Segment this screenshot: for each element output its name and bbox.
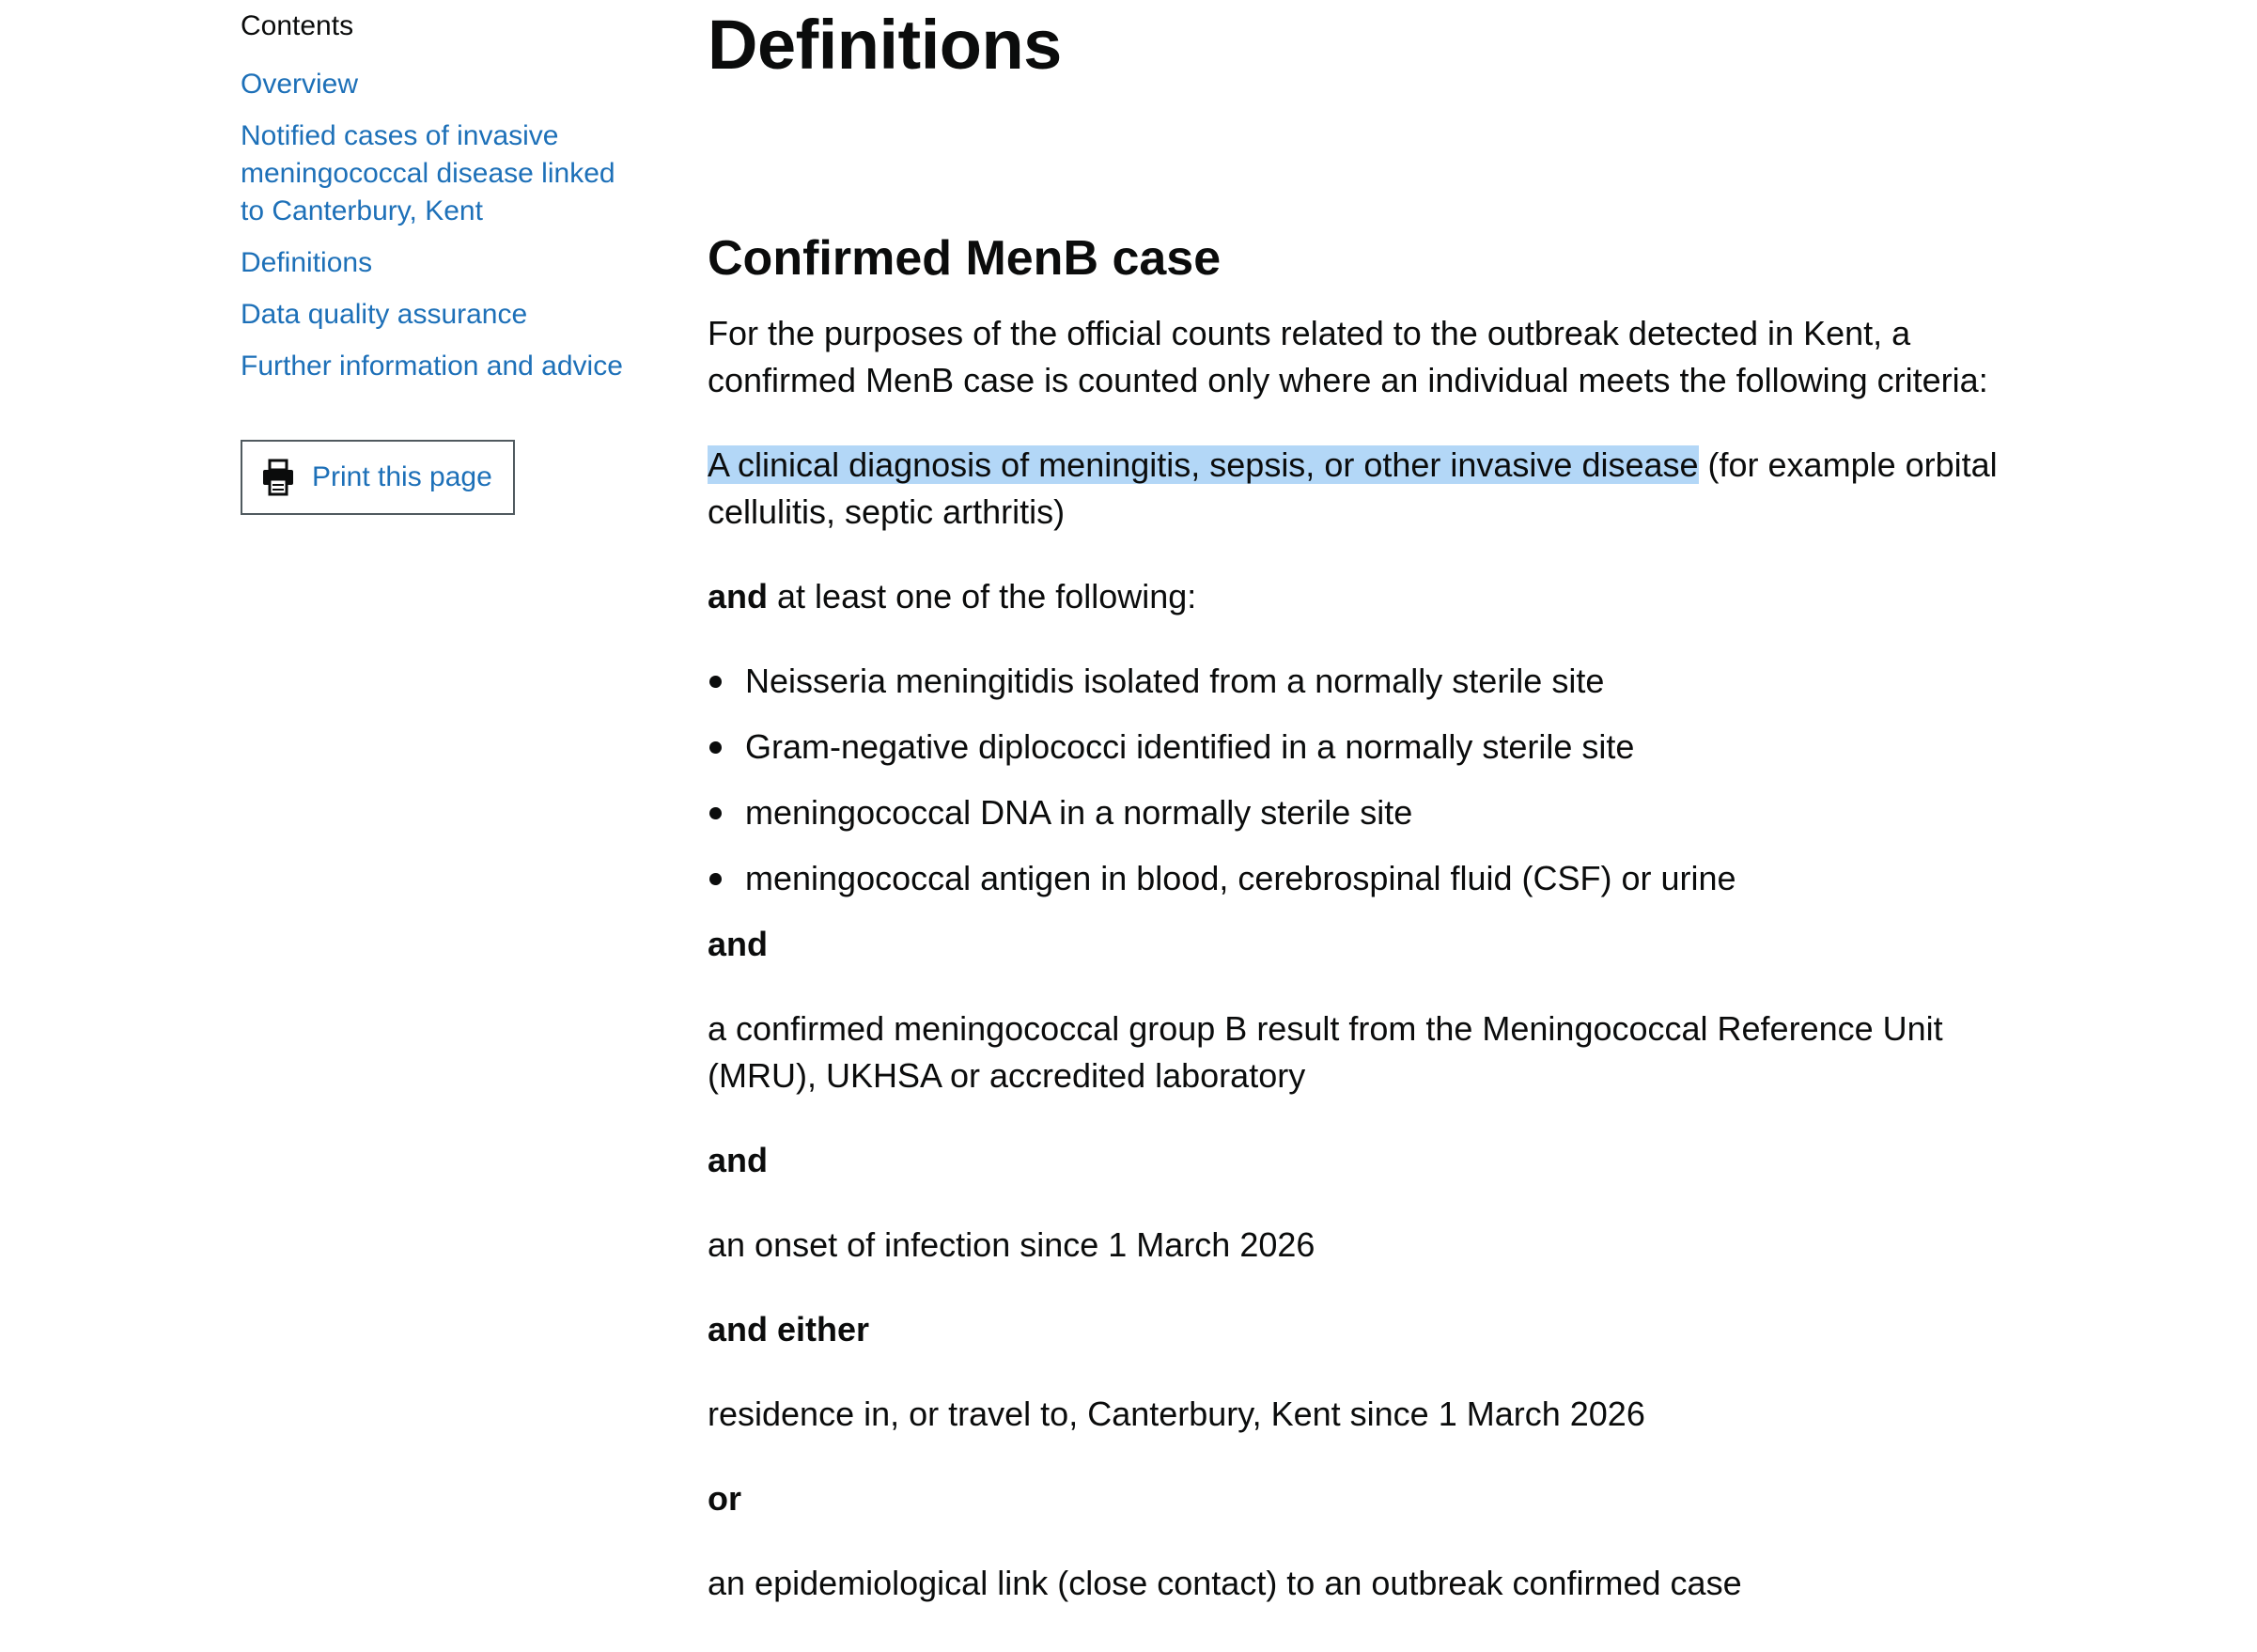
contents-link-overview[interactable]: Overview	[241, 69, 359, 100]
or-paragraph	[708, 1475, 2061, 1522]
and-keyword: and	[708, 577, 769, 616]
and-paragraph-2	[708, 921, 2061, 968]
contents-item-data-quality	[241, 296, 654, 334]
bullet-icon	[709, 676, 722, 688]
bullet-icon	[709, 741, 722, 754]
list-item	[708, 855, 2061, 902]
section-title: Confirmed MenB case	[708, 231, 1222, 286]
print-page-label: Print this page	[312, 461, 492, 492]
clinical-diagnosis-paragraph	[708, 442, 2061, 536]
contents-item-further-info	[241, 348, 654, 385]
clinical-diagnosis-rest: (for example orbital cellulitis, septic arthritis)	[708, 445, 1998, 531]
lab-result-paragraph: a confirmed meningococcal group B result from the Meningococcal Reference Unit (MRU), UKHSA or accredited laboratory	[708, 1009, 1943, 1095]
and-either-keyword: and either	[708, 1310, 870, 1348]
contents-link-data-quality[interactable]: Data quality assurance	[241, 299, 528, 330]
or-keyword: or	[708, 1479, 741, 1518]
main-content	[708, 0, 2061, 1607]
and-at-least-paragraph	[708, 573, 2061, 620]
epi-link-paragraph: an epidemiological link (close contact) to an outbreak confirmed case	[708, 1564, 1742, 1602]
contents-link-further-info[interactable]: Further information and advice	[241, 351, 623, 382]
criteria-list	[708, 658, 2061, 902]
list-item-text: meningococcal DNA in a normally sterile site	[745, 793, 1413, 832]
list-item	[708, 789, 2061, 836]
list-item-text: Gram-negative diplococci identified in a normally sterile site	[745, 727, 1635, 766]
contents-item-notified-cases	[241, 117, 654, 230]
list-item-text: meningococcal antigen in blood, cerebrospinal fluid (CSF) or urine	[745, 859, 1736, 897]
and-paragraph-3	[708, 1137, 2061, 1184]
contents-item-overview	[241, 66, 654, 103]
contents-link-notified-cases[interactable]: Notified cases of invasive meningococcal disease linked to Canterbury, Kent	[241, 120, 615, 226]
bullet-icon	[709, 807, 722, 819]
and-at-least-rest: at least one of the following:	[768, 577, 1197, 616]
contents-title: Contents	[241, 10, 354, 41]
onset-paragraph: an onset of infection since 1 March 2026	[708, 1225, 1315, 1264]
residence-paragraph: residence in, or travel to, Canterbury, Kent since 1 March 2026	[708, 1395, 1645, 1433]
and-keyword-3: and	[708, 1141, 769, 1179]
list-item-text: Neisseria meningitidis isolated from a normally sterile site	[745, 662, 1605, 700]
contents-sidebar	[241, 8, 654, 515]
page-title: Definitions	[708, 6, 1062, 84]
selected-text: A clinical diagnosis of meningitis, sepsis, or other invasive disease	[708, 445, 1699, 484]
contents-link-definitions[interactable]: Definitions	[241, 247, 373, 278]
bullet-icon	[709, 873, 722, 885]
and-keyword-2: and	[708, 925, 769, 963]
printer-icon	[261, 459, 295, 496]
intro-paragraph: For the purposes of the official counts related to the outbreak detected in Kent, a confirmed MenB case is counted only where an individual meets the following criteria:	[708, 314, 1988, 399]
print-page-button[interactable]	[241, 440, 515, 515]
and-either-paragraph	[708, 1306, 2061, 1353]
contents-list	[241, 66, 654, 385]
contents-item-definitions	[241, 244, 654, 282]
list-item	[708, 658, 2061, 705]
list-item	[708, 724, 2061, 771]
